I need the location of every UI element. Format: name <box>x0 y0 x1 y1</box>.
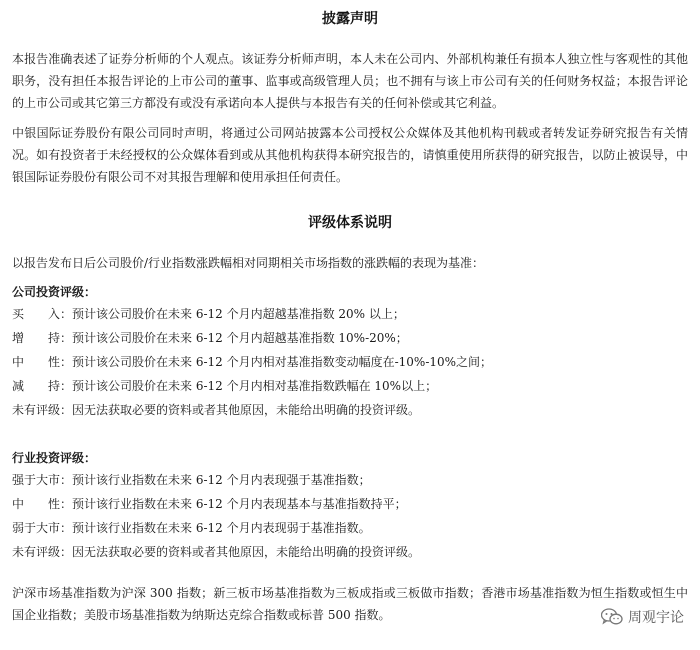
industry-rating-unrated: 未有评级：因无法获取必要的资料或者其他原因，未能给出明确的投资评级。 <box>12 545 421 559</box>
industry-rating-neutral: 中 性：预计该行业指数在未来 6-12 个月内表现基本与基准指数持平； <box>12 497 407 511</box>
disclosure-paragraph-analyst: 本报告准确表述了证券分析师的个人观点。该证券分析师声明，本人未在公司内、外部机构兼任有损本人独立性与客观性的其他职务，没有担任本报告评论的上市公司的董事、监事或高级管理人员；也不拥有与该上市公司有关的任何财务权益；本报告评论的上市公司或其它第三方都没有或没有承诺向本人提供与本报告有关的任何补偿或其它利益。 <box>12 52 688 110</box>
disclosure-title: 披露声明 <box>322 11 378 27</box>
industry-rating-outperform: 强于大市：预计该行业指数在未来 6-12 个月内表现强于基准指数； <box>12 473 371 487</box>
company-rating-heading: 公司投资评级： <box>12 285 97 299</box>
rating-system-title: 评级体系说明 <box>308 215 392 231</box>
benchmark-note: 沪深市场基准指数为沪深 300 指数；新三板市场基准指数为三板成指或三板做市指数；香港市场基准指数为恒生指数或恒生中国企业指数；美股市场基准指数为纳斯达克综合指数或标普 500 指数。 <box>12 586 688 622</box>
company-rating-underweight: 减 持：预计该公司股价在未来 6-12 个月内相对基准指数跌幅在 10%以上； <box>12 379 438 393</box>
industry-rating-heading: 行业投资评级： <box>12 451 97 465</box>
rating-intro: 以报告发布日后公司股价/行业指数涨跌幅相对同期相关市场指数的涨跌幅的表现为基准： <box>12 256 485 270</box>
company-rating-unrated: 未有评级：因无法获取必要的资料或者其他原因，未能给出明确的投资评级。 <box>12 403 421 417</box>
watermark-text: 周观宇论 <box>628 610 684 626</box>
industry-rating-underperform: 弱于大市：预计该行业指数在未来 6-12 个月内表现弱于基准指数。 <box>12 521 371 535</box>
company-rating-overweight: 增 持：预计该公司股价在未来 6-12 个月内超越基准指数 10%-20%； <box>12 331 408 345</box>
watermark <box>601 607 684 627</box>
company-rating-buy: 买 入：预计该公司股价在未来 6-12 个月内超越基准指数 20% 以上； <box>12 307 405 321</box>
company-rating-neutral: 中 性：预计该公司股价在未来 6-12 个月内相对基准指数变动幅度在-10%-10%之间； <box>12 355 493 369</box>
disclosure-paragraph-company: 中银国际证券股份有限公司同时声明，将通过公司网站披露本公司授权公众媒体及其他机构刊载或者转发证券研究报告有关情况。如有投资者于未经授权的公众媒体看到或从其他机构获得本研究报告的，请慎重使用所获得的研究报告，以防止被误导，中银国际证券股份有限公司不对其报告理解和使用承担任何责任。 <box>12 126 688 184</box>
wechat-icon <box>601 608 623 626</box>
